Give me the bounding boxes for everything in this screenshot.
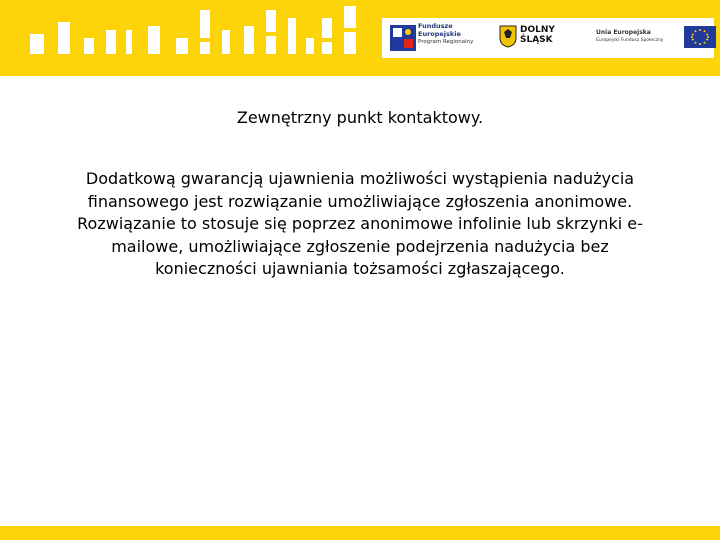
footer-band <box>0 526 720 540</box>
paragraph-line: Dodatkową gwarancją ujawnienia możliwości wystąpienia nadużycia <box>85 169 635 188</box>
fundusze-europejskie-icon <box>390 25 416 51</box>
eagle-crest-icon <box>498 24 518 48</box>
paragraph-line: Rozwiązanie to stosuje się poprzez anonimowe infolinie lub skrzynki e- <box>77 214 643 233</box>
fundusze-line2: Europejskie <box>418 30 461 38</box>
decorative-blocks-graphic <box>0 0 380 76</box>
dolny-slask-line2: ŚLĄSK <box>520 35 553 45</box>
header-band <box>0 0 720 76</box>
slide-subtitle: Zewnętrzny punkt kontaktowy. <box>236 108 484 127</box>
fundusze-europejskie-label <box>418 22 473 46</box>
paragraph-line: mailowe, umożliwiające zgłoszenie podejrzenia nadużycia bez <box>111 236 609 256</box>
unia-line1: Unia Europejska <box>596 29 651 36</box>
dolny-slask-label <box>520 25 555 45</box>
fundusze-line3: Program Regionalny <box>418 39 474 45</box>
unia-europejska-label <box>596 29 663 45</box>
dolny-slask-logo <box>498 24 570 52</box>
eu-flag-icon <box>684 26 716 48</box>
slide-body-paragraph <box>40 168 680 281</box>
fundusze-europejskie-logo <box>390 21 500 55</box>
fundusze-line1: Fundusze <box>418 22 453 30</box>
paragraph-line: finansowego jest rozwiązanie umożliwiające zgłoszenia anonimowe. <box>87 191 633 211</box>
logo-strip <box>382 18 714 58</box>
unia-europejska-logo <box>596 26 714 52</box>
unia-line2: Europejski Fundusz Społeczny <box>596 38 664 43</box>
paragraph-line: konieczności ujawniania tożsamości zgłaszającego. <box>155 259 565 278</box>
dolny-slask-line1: DOLNY <box>520 25 555 35</box>
